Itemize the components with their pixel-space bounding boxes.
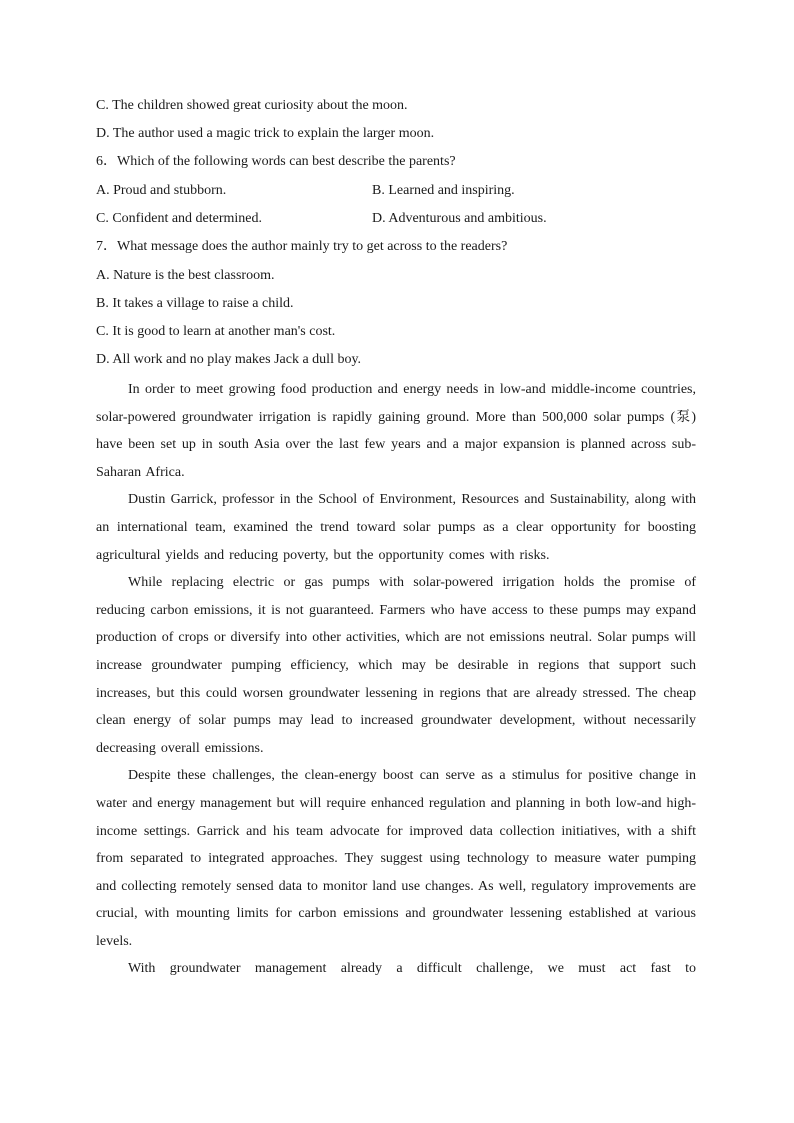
passage-paragraph-4: Despite these challenges, the clean-energy boost can serve as a stimulus for positive change in water and energy management but will require enhanced regulation and planning in both low-and high-income settings. Garrick and his team advocate for improved data collection initiatives, with a shift from separated to integrated approaches. They suggest using technology to measure water pumping and collecting remotely sensed data to monitor land use changes. As well, regulatory improvements are crucial, with mounting limits for carbon emissions and groundwater lessening established at various levels. xyxy=(96,768,697,949)
document-content xyxy=(96,94,696,983)
question-7-option-c: C. It is good to learn at another man's cost. xyxy=(96,324,336,339)
question-6-options-row-1 xyxy=(96,179,696,207)
question-6-stem: 6．Which of the following words can best describe the parents? xyxy=(96,154,456,169)
question-5-option-c: C. The children showed great curiosity about the moon. xyxy=(96,98,408,113)
question-7-stem: 7．What message does the author mainly try to get across to the readers? xyxy=(96,239,508,254)
question-6-option-a: A. Proud and stubborn. xyxy=(96,183,227,198)
question-6-option-b: B. Learned and inspiring. xyxy=(372,183,515,198)
passage-paragraph-2: Dustin Garrick, professor in the School of Environment, Resources and Sustainability, along with an international team, examined the trend toward solar pumps as a clear opportunity for boosting agricultural yields and reducing poverty, but the opportunity comes with risks. xyxy=(96,492,696,563)
question-6-option-d: D. Adventurous and ambitious. xyxy=(372,211,547,226)
passage-paragraph-5: With groundwater management already a difficult challenge, we must act fast to xyxy=(128,961,696,977)
question-7-option-a: A. Nature is the best classroom. xyxy=(96,268,275,283)
passage-paragraph-3: While replacing electric or gas pumps with solar-powered irrigation holds the promise of reducing carbon emissions, it is not guaranteed. Farmers who have access to these pumps may expand production of crops or diversify into other activities, which are not emissions neutral. Solar pumps will increase groundwater pumping efficiency, which may be desirable in regions that support such increases, but this could worsen groundwater lessening in regions that are already stressed. The cheap clean energy of solar pumps may lead to increased groundwater development, without necessarily decreasing overall emissions. xyxy=(96,575,696,756)
question-7-option-b: B. It takes a village to raise a child. xyxy=(96,296,294,311)
question-6-option-c: C. Confident and determined. xyxy=(96,211,263,226)
passage-paragraph-1: In order to meet growing food production and energy needs in low-and middle-income countries, solar-powered groundwater irrigation is rapidly gaining ground. More than 500,000 solar pumps (泵) have been set up in south Asia over the last few years and a major expansion is planned across sub-Saharan Africa. xyxy=(96,382,696,480)
question-7-option-d: D. All work and no play makes Jack a dull boy. xyxy=(96,352,362,367)
question-5-option-d: D. The author used a magic trick to explain the larger moon. xyxy=(96,126,435,141)
question-6-options-row-2 xyxy=(96,207,696,235)
